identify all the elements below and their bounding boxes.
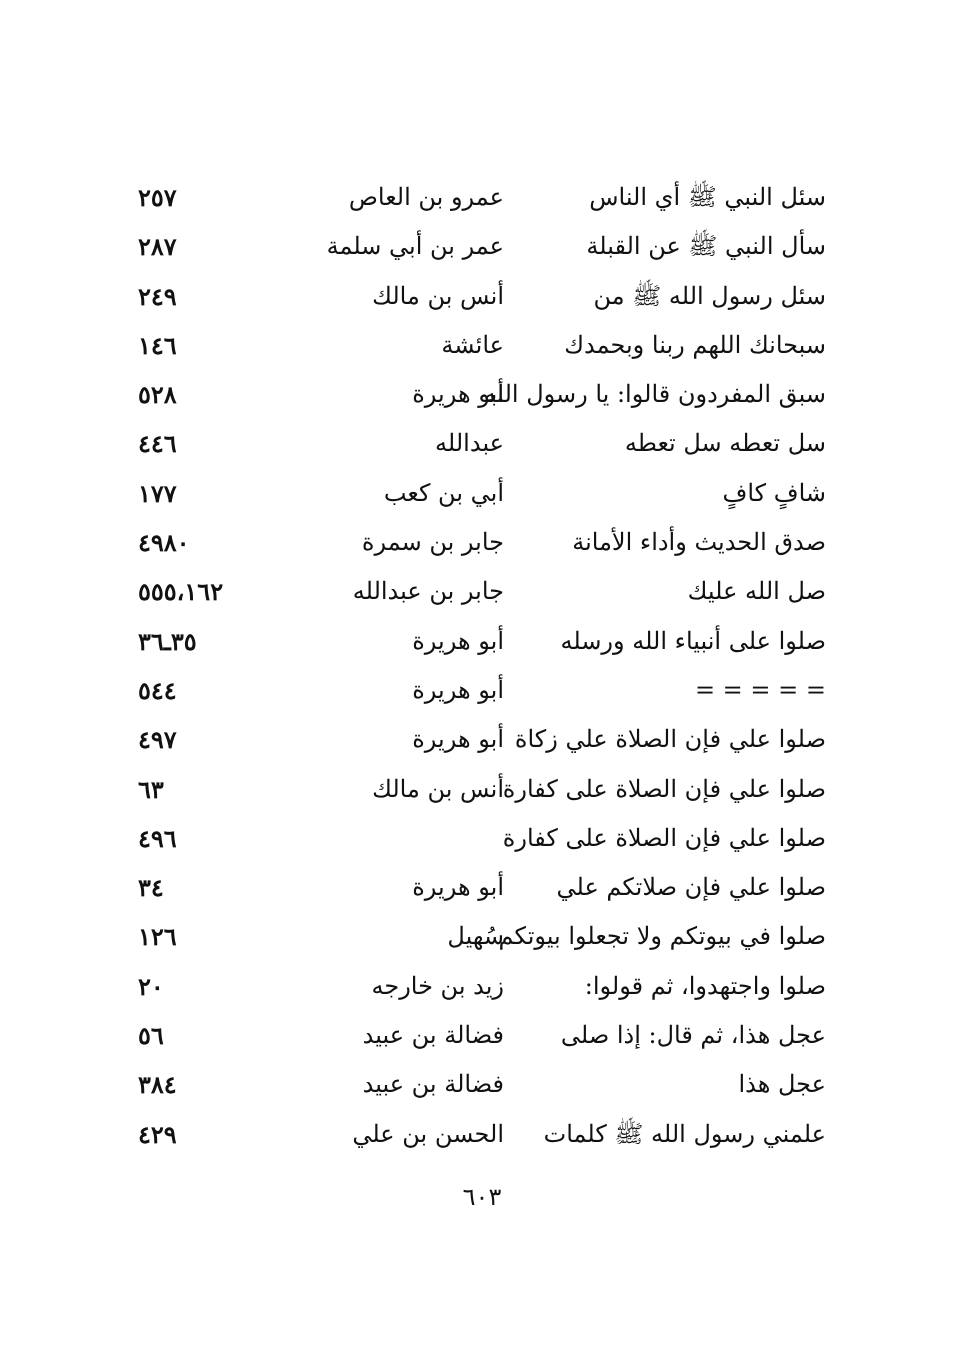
hadith-text: = = = = = — [694, 675, 826, 704]
hadith-text: صلوا علي فإن الصلاة علي زكاة — [514, 725, 826, 754]
narrator-name: أبو هريرة — [412, 626, 504, 655]
page-reference: ٢٥٧ — [138, 183, 177, 212]
index-row — [0, 962, 964, 1011]
index-row — [0, 1011, 964, 1060]
narrator-name: زيد بن خارجه — [371, 971, 504, 1000]
hadith-text: صلوا على أنبياء الله ورسله — [560, 626, 826, 655]
index-row — [0, 272, 964, 321]
hadith-text: سبق المفردون قالوا: يا رسول الله — [483, 380, 826, 409]
hadith-text: صدق الحديث وأداء الأمانة — [572, 528, 826, 557]
page-reference: ٣٨٤ — [138, 1070, 177, 1100]
page-reference: ٣٤ — [138, 873, 164, 903]
hadith-text: سئل رسول الله ﷺ من — [593, 281, 826, 310]
page-reference: ٤٩٦ — [138, 823, 177, 853]
narrator-name: أنس بن مالك — [372, 281, 504, 310]
page-reference: ٤٩٨٠ — [138, 528, 190, 558]
hadith-text: صلوا علي فإن صلاتكم علي — [556, 873, 826, 902]
narrator-name: عمرو بن العاص — [348, 183, 504, 211]
index-row — [0, 814, 964, 863]
page-reference: ١٧٧ — [138, 478, 177, 508]
narrator-name: أنس بن مالك — [372, 774, 504, 803]
index-row — [0, 567, 964, 616]
page-reference: ٢٤٩ — [138, 281, 177, 311]
narrator-name: جابر بن سمرة — [361, 528, 504, 557]
page-reference: ٥٤٤ — [138, 675, 177, 705]
hadith-text: سأل النبي ﷺ عن القبلة — [586, 232, 826, 261]
hadith-index-table — [0, 173, 964, 1159]
index-row — [0, 518, 964, 567]
page-reference: ٥٥٥،١٦٢ — [138, 577, 224, 607]
narrator-name: أبو هريرة — [412, 873, 504, 902]
hadith-text: صلوا واجتهدوا، ثم قولوا: — [584, 971, 826, 1000]
hadith-text: صلوا علي فإن الصلاة على كفارة — [502, 774, 826, 803]
index-row — [0, 863, 964, 912]
narrator-name: جابر بن عبدالله — [352, 577, 504, 606]
index-row — [0, 1110, 964, 1159]
page-reference: ٥٢٨ — [138, 380, 177, 410]
hadith-text: سئل النبي ﷺ أي الناس — [589, 183, 826, 211]
hadith-text: عجل هذا — [738, 1070, 826, 1099]
index-row — [0, 666, 964, 715]
index-row — [0, 1060, 964, 1109]
index-row — [0, 222, 964, 271]
index-row — [0, 715, 964, 764]
narrator-name: عائشة — [441, 330, 504, 359]
page-reference: ٣٥ـ٣٦ — [138, 626, 197, 656]
index-row — [0, 321, 964, 370]
index-row — [0, 173, 964, 222]
narrator-name: الحسن بن علي — [352, 1119, 504, 1148]
narrator-name: سُهيل — [447, 922, 504, 951]
narrator-name: أبو هريرة — [412, 675, 504, 704]
index-row — [0, 617, 964, 666]
page-reference: ٤٢٩ — [138, 1119, 177, 1149]
narrator-name: أبي بن كعب — [383, 478, 504, 507]
hadith-text: شافٍ كافٍ — [722, 478, 826, 507]
index-row — [0, 912, 964, 961]
narrator-name: عبدالله — [435, 429, 504, 458]
narrator-name: فضالة بن عبيد — [362, 1021, 504, 1050]
index-row — [0, 419, 964, 468]
page-reference: ٤٤٦ — [138, 429, 177, 459]
hadith-text: صل الله عليك — [687, 577, 826, 606]
page-reference: ٢٨٧ — [138, 232, 177, 262]
hadith-text: صلوا علي فإن الصلاة على كفارة — [502, 823, 826, 852]
page-number: ٦٠٣ — [462, 1183, 502, 1211]
page-reference: ١٤٦ — [138, 330, 177, 360]
narrator-name: عمر بن أبي سلمة — [326, 232, 504, 261]
hadith-text: سبحانك اللهم ربنا وبحمدك — [564, 330, 826, 359]
narrator-name: أبو هريرة — [412, 380, 504, 409]
page-reference: ٢٠ — [138, 971, 164, 1001]
page-reference: ٤٩٧ — [138, 725, 177, 755]
page-reference: ٦٣ — [138, 774, 164, 804]
narrator-name: فضالة بن عبيد — [362, 1070, 504, 1099]
index-row — [0, 370, 964, 419]
hadith-text: عجل هذا، ثم قال: إذا صلى — [560, 1021, 826, 1050]
page-reference: ١٢٦ — [138, 922, 177, 952]
narrator-name: أبو هريرة — [412, 725, 504, 754]
index-row — [0, 469, 964, 518]
hadith-text: علمني رسول الله ﷺ كلمات — [543, 1119, 826, 1148]
hadith-text: سل تعطه سل تعطه — [624, 429, 826, 458]
index-row — [0, 765, 964, 814]
hadith-text: صلوا في بيوتكم ولا تجعلوا بيوتكم — [498, 922, 826, 951]
page-reference: ٥٦ — [138, 1021, 164, 1051]
